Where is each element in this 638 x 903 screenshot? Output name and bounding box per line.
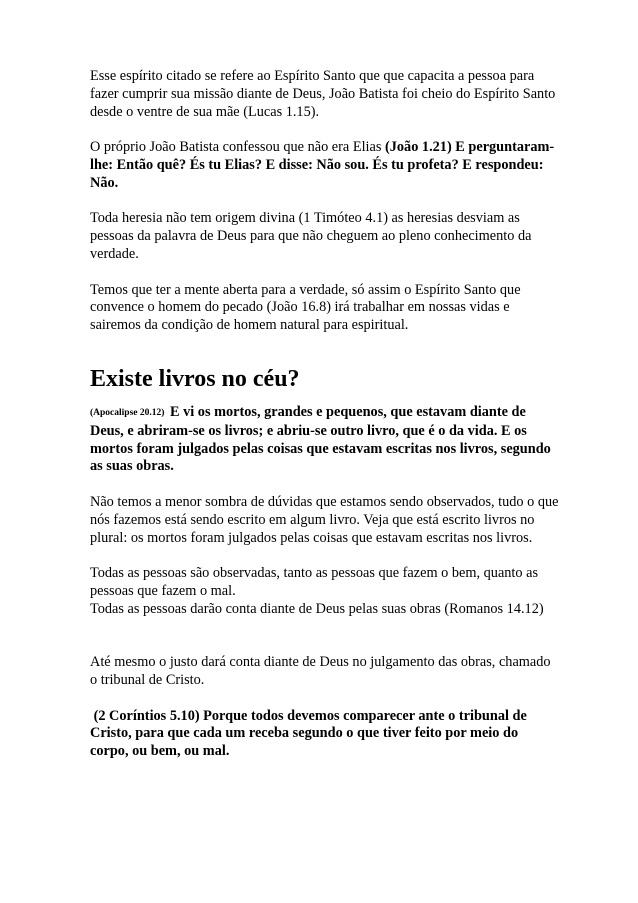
verse-text: E vi os mortos, grandes e pequenos, que estavam diante de Deus, e abriram-se os livros; e abriu-se outro livro, que é o da vida. E os mortos foram julgados pelas coisas que estavam escritas nos livros, segundo as suas obras.: [90, 403, 551, 475]
document-page: [90, 68, 560, 779]
paragraph-joao-batista-text: O próprio João Batista confessou que não era Elias: [90, 139, 385, 156]
paragraph-mente-aberta: Temos que ter a mente aberta para a verdade, só assim o Espírito Santo que convence o homem do pecado (João 16.8) irá trabalhar em nossas vidas e sairemos da condição de homem natural para espiritual.: [90, 281, 521, 334]
verse-2-corintios-5-10: (2 Coríntios 5.10) Porque todos devemos comparecer ante o tribunal de Cristo, para que cada um receba segundo o que tiver feito por meio do corpo, ou bem, ou mal.: [90, 707, 531, 760]
verse-apocalipse-20-12: [90, 404, 560, 476]
section-heading: Existe livros no céu?: [90, 365, 300, 392]
paragraph-joao-batista: [90, 139, 560, 192]
verse-joao-1-21: (João 1.21) E perguntaram-lhe: Então quê? És tu Elias? E disse: Não sou. És tu profeta? E respondeu: Não.: [90, 139, 555, 191]
paragraph-todas-observadas: Todas as pessoas são observadas, tanto as pessoas que fazem o bem, quanto as pessoas que fazem o mal.: [90, 565, 539, 599]
blank-line: [90, 636, 560, 654]
paragraph-todas-darao-conta: Todas as pessoas darão conta diante de Deus pelas suas obras (Romanos 14.12): [90, 600, 544, 617]
paragraph-justo: Até mesmo o justo dará conta diante de Deus no julgamento das obras, chamado o tribunal de Cristo.: [90, 654, 551, 688]
paragraph-observados: Não temos a menor sombra de dúvidas que estamos sendo observados, tudo o que nós fazemos está sendo escrito em algum livro. Veja que está escrito livros no plural: os mortos foram julgados pelas coisas que estavam escritas nos livros.: [90, 493, 559, 546]
paragraph-espirito-santo: Esse espírito citado se refere ao Espírito Santo que que capacita a pessoa para fazer cumprir sua missão diante de Deus, João Batista foi cheio do Espírito Santo desde o ventre de sua mãe (Lucas 1.15).: [90, 68, 556, 120]
paragraph-heresia: Toda heresia não tem origem divina (1 Timóteo 4.1) as heresias desviam as pessoas da palavra de Deus para que não cheguem ao pleno conhecimento da verdade.: [90, 210, 532, 262]
verse-reference: (Apocalipse 20.12): [90, 407, 165, 418]
